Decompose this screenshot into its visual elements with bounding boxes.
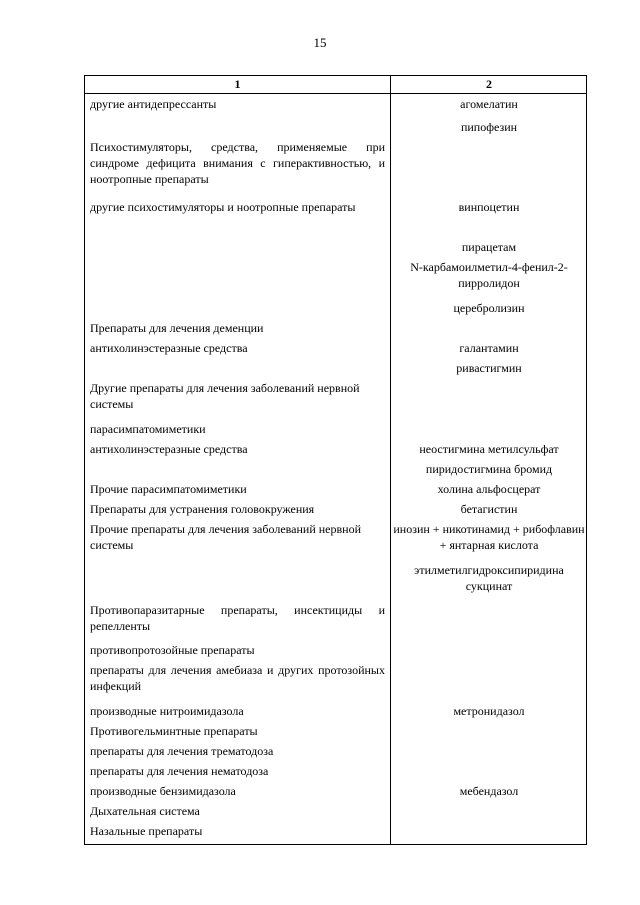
right-row-14: этилметилгидроксипиридина сукцинат — [414, 563, 564, 593]
right-row-16: мебендазол — [459, 784, 519, 798]
left-row-1: другие антидепрессанты — [90, 97, 217, 111]
left-row-12: Противопаразитарные препараты, инсектициды и репелленты — [90, 603, 385, 633]
right-row-15: метронидазол — [453, 704, 525, 718]
right-row-6: церебролизин — [453, 301, 525, 315]
left-row-7: парасимпатомиметики — [90, 422, 206, 436]
left-row-4: Препараты для лечения деменции — [90, 321, 264, 335]
left-row-2: Психостимуляторы, средства, применяемые при синдроме дефицита внимания с гиперактивностью, и ноотропные препараты — [90, 140, 385, 186]
right-row-4: пирацетам — [461, 240, 517, 254]
left-row-13: противопротозойные препараты — [90, 643, 255, 657]
right-row-7: галантамин — [459, 341, 519, 355]
left-row-17: препараты для лечения трематодоза — [90, 744, 274, 758]
left-row-15: производные нитроимидазола — [90, 704, 244, 718]
left-row-20: Дыхательная система — [90, 804, 200, 818]
right-row-1: агомелатин — [460, 97, 518, 111]
left-row-11: Прочие препараты для лечения заболеваний нервной системы — [90, 522, 361, 552]
left-row-18: препараты для лечения нематодоза — [90, 764, 269, 778]
left-row-3: другие психостимуляторы и ноотропные препараты — [90, 200, 356, 214]
right-row-2: пипофезин — [460, 120, 518, 134]
right-row-13: инозин + никотинамид + рибофлавин + янтарная кислота — [393, 522, 585, 552]
column-header-1: 1 — [234, 77, 241, 91]
left-row-16: Противогельминтные препараты — [90, 724, 258, 738]
right-row-3: винпоцетин — [458, 200, 520, 214]
left-row-14: препараты для лечения амебиаза и других протозойных инфекций — [90, 663, 385, 693]
right-row-8: ривастигмин — [456, 361, 522, 375]
left-row-19: производные бензимидазола — [90, 784, 236, 798]
left-row-10: Препараты для устранения головокружения — [90, 502, 315, 516]
right-row-9: неостигмина метилсульфат — [419, 442, 559, 456]
right-row-5: N-карбамоилметил-4-фенил-2-пирролидон — [410, 260, 568, 290]
right-row-10: пиридостигмина бромид — [425, 462, 553, 476]
left-row-9: Прочие парасимпатомиметики — [90, 482, 247, 496]
drug-table — [84, 75, 587, 845]
page-number: 15 — [313, 35, 327, 50]
left-row-21: Назальные препараты — [90, 824, 203, 838]
header-divider — [85, 93, 586, 94]
left-row-8: антихолинэстеразные средства — [90, 442, 248, 456]
column-header-2: 2 — [486, 77, 492, 91]
left-row-6: Другие препараты для лечения заболеваний нервной системы — [90, 381, 360, 411]
column-divider — [390, 76, 391, 844]
left-row-5: антихолинэстеразные средства — [90, 341, 248, 355]
right-row-12: бетагистин — [460, 502, 518, 516]
right-row-11: холина альфосцерат — [437, 482, 541, 496]
